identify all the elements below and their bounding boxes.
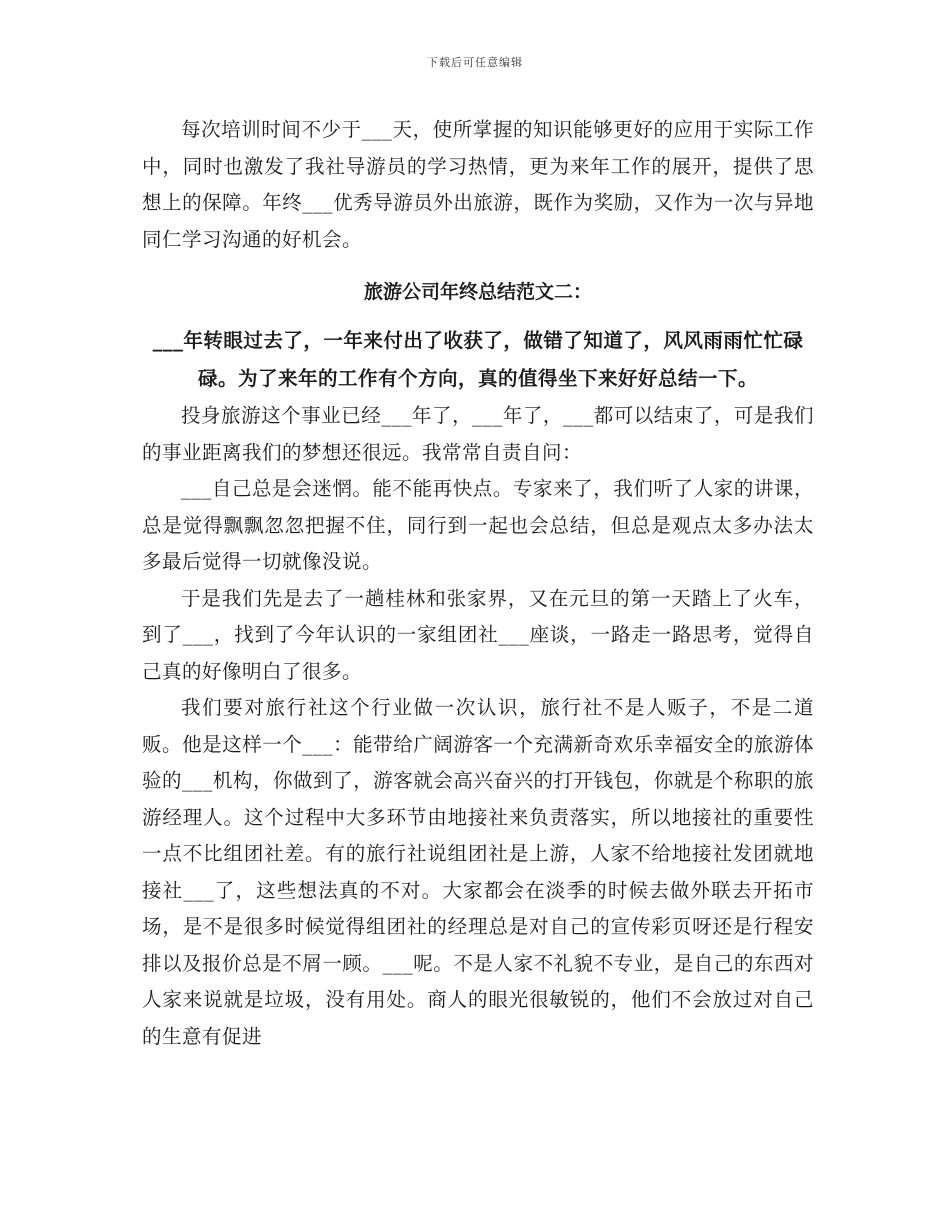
section-intro: ___年转眼过去了，一年来付出了收获了，做错了知道了，风风雨雨忙忙碌碌。为了来年的工作有个方向，真的值得坐下来好好总结一下。 xyxy=(152,329,804,390)
paragraph: 每次培训时间不少于___天，使所掌握的知识能够更好的应用于实际工作中，同时也激发了我社导游员的学习热情，更为来年工作的展开，提供了思想上的保障。年终___优秀导游员外出旅游，既作为奖励，又作为一次与异地同仁学习沟通的好机会。 xyxy=(142,118,814,251)
document-body xyxy=(142,112,814,1055)
paragraph: ___自己总是会迷惘。能不能再快点。专家来了，我们听了人家的讲课，总是觉得飘飘忽忽把握不住，同行到一起也会总结，但总是观点太多办法太多最后觉得一切就像没说。 xyxy=(142,477,814,573)
paragraph: 我们要对旅行社这个行业做一次认识，旅行社不是人贩子，不是二道贩。他是这样一个___：能带给广阔游客一个充满新奇欢乐幸福安全的旅游体验的___机构，你做到了，游客就会高兴奋兴的打开钱包，你就是个称职的旅游经理人。这个过程中大多环节由地接社来负责落实，所以地接社的重要性一点不比组团社差。有的旅行社说组团社是上游，人家不给地接社发团就地接社___了，这些想法真的不对。大家都会在淡季的时候去做外联去开拓市场，是不是很多时候觉得组团社的经理总是对自己的宣传彩页呀还是行程安排以及报价总是不屑一顾。___呢。不是人家不礼貌不专业，是自己的东西对人家来说就是垃圾，没有用处。商人的眼光很敏锐的，他们不会放过对自己的生意有促进 xyxy=(142,696,814,1048)
section-title: 旅游公司年终总结范文二： xyxy=(363,281,592,303)
paragraph: 投身旅游这个事业已经___年了，___年了，___都可以结束了，可是我们的事业距离我们的梦想还很远。我常常自责自问： xyxy=(142,404,814,464)
paragraph: 于是我们先是去了一趟桂林和张家界，又在元旦的第一天踏上了火车，到了___，找到了今年认识的一家组团社___座谈，一路走一路思考，觉得自己真的好像明白了很多。 xyxy=(142,586,814,683)
page-header: 下载后可任意编辑 xyxy=(427,56,523,69)
